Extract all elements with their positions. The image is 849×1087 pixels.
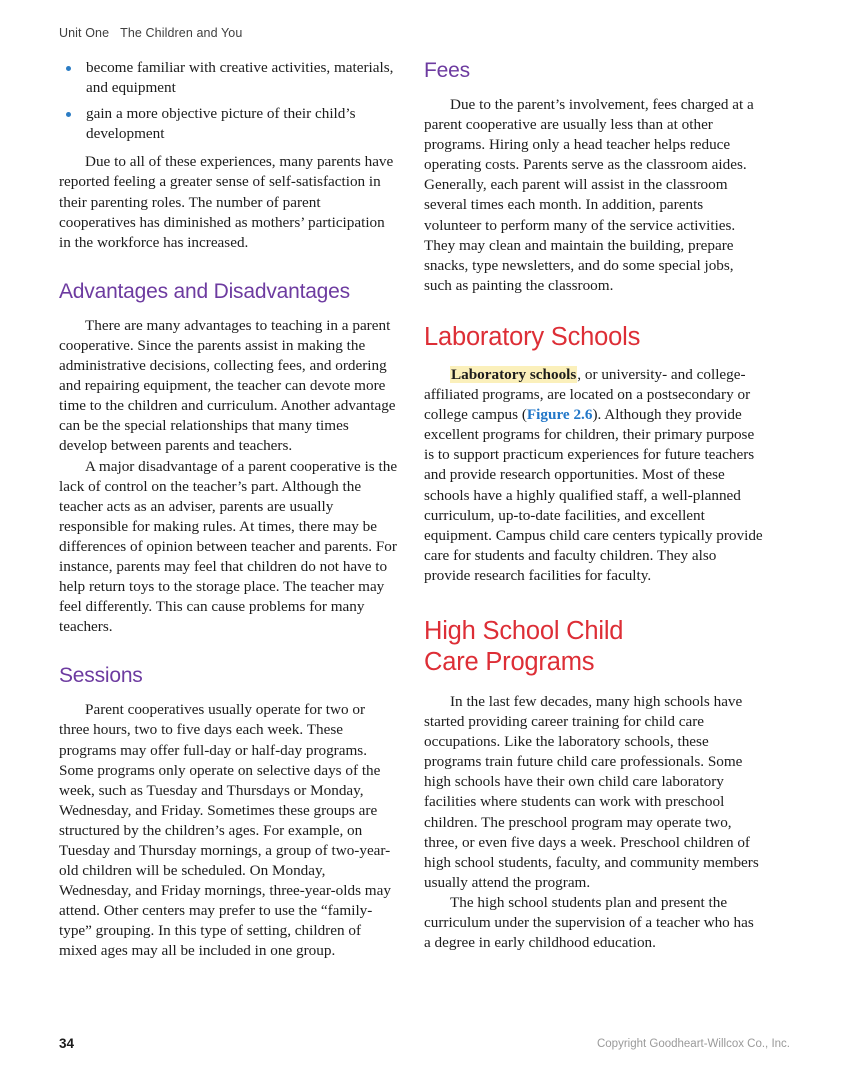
heading-laboratory-schools: Laboratory Schools: [424, 322, 641, 351]
list-item-text: become familiar with creative activities, materials, and equipment: [86, 59, 394, 97]
paragraph-high-school-2: The high school students plan and present the curriculum under the supervision of a teacher who has a degree in early childhood education.: [424, 893, 754, 952]
benefits-bullet-list: [59, 58, 399, 144]
lab-text-before-figure-ref: , or university- and college-affiliated programs, are located on a postsecondary or college campus (: [424, 365, 751, 424]
bullet-dot-icon: [66, 112, 71, 117]
heading-advantages-and-disadvantages: Advantages and Disadvantages: [59, 279, 350, 303]
heading-hs-line-2: Care Programs: [424, 647, 595, 676]
page-number: 34: [59, 1036, 75, 1051]
bullet-dot-icon: [66, 66, 71, 71]
running-head-unit: Unit One: [59, 26, 110, 40]
copyright-notice: Copyright Goodheart-Willcox Co., Inc.: [596, 1038, 790, 1050]
lab-text-after-figure-ref: ). Although they provide excellent programs for children, their primary purpose is to support practicum experiences for future teachers and provide research opportunities. Most of these schools have a highly qualified staff, a well-planned curriculum, up-to-date facilities, and excellent equipment. Campus child care centers typically provide care for students and faculty children. They also provide research facilities for faculty.: [424, 406, 763, 584]
heading-hs-line-1: High School Child: [424, 616, 624, 645]
list-item: [59, 58, 399, 98]
running-head: [59, 26, 242, 40]
heading-high-school-child-care-programs: [424, 616, 764, 678]
list-item: [59, 104, 399, 144]
figure-reference-link[interactable]: Figure 2.6: [526, 406, 593, 424]
paragraph-experiences: Due to all of these experiences, many parents have reported feeling a greater sense of self-satisfaction in their parenting roles. The number of parent cooperatives has diminished as mothers’ participation in the workforce has increased.: [59, 153, 394, 251]
paragraph-disadvantages: A major disadvantage of a parent cooperative is the lack of control on the teacher’s part. Although the teacher acts as an adviser, parents are usually responsible for making rules. At times, there may be differences of opinion between teacher and parents. For instance, parents may feel that children do not have to help return toys to the storage place. The teacher may feel differently. This can cause problems for many teachers.: [59, 457, 398, 636]
right-column: [424, 58, 764, 953]
list-item-text: gain a more objective picture of their child’s development: [86, 105, 356, 143]
paragraph-fees: Due to the parent’s involvement, fees charged at a parent cooperative are usually less than at other programs. Hiring only a head teacher helps reduce operating costs. Parents serve as the classroom aides. Generally, each parent will assist in the classroom several times each month. In addition, parents volunteer to perform many of the service activities. They may clean and maintain the building, prepare snacks, type newsletters, and do some special jobs, such as painting the classroom.: [424, 96, 754, 294]
heading-sessions: Sessions: [59, 664, 143, 688]
glossary-term-laboratory-schools: Laboratory schools: [451, 365, 577, 383]
paragraph-high-school-1: In the last few decades, many high schools have started providing career training for child care occupations. Like the laboratory schools, these programs train future child care professionals. Some high schools have their own child care laboratory facilities where students can work with preschool children. The preschool program may operate two, three, or even five days a week. Preschool children of high school students, faculty, and community members usually attend the program.: [424, 692, 759, 891]
paragraph-sessions: Parent cooperatives usually operate for two or three hours, two to five days each week. These programs may offer full-day or half-day programs. Some programs only operate on selective days of the week, such as Tuesday and Thursdays or Monday, Wednesday, and Friday. Sometimes these groups are structured by the children’s ages. For example, on Tuesday and Thursday mornings, a group of two-year-old children will be scheduled. On Monday, Wednesday, and Friday mornings, three-year-olds may attend. Other centers may prefer to use the “family-type” grouping. In this type of setting, children of mixed ages may all be included in one group.: [59, 701, 391, 960]
left-column: [59, 58, 399, 962]
page-footer: [0, 1036, 849, 1060]
running-head-title: The Children and You: [120, 26, 243, 40]
paragraph-laboratory-schools: [424, 365, 764, 586]
paragraph-advantages: There are many advantages to teaching in a parent cooperative. Since the parents assist in making the administrative decisions, collecting fees, and ordering and repairing equipment, the teacher can devote more time to the children and curriculum. Another advantage can be the special relationships that many times develop between parents and teachers.: [59, 316, 396, 455]
heading-fees: Fees: [424, 59, 470, 82]
